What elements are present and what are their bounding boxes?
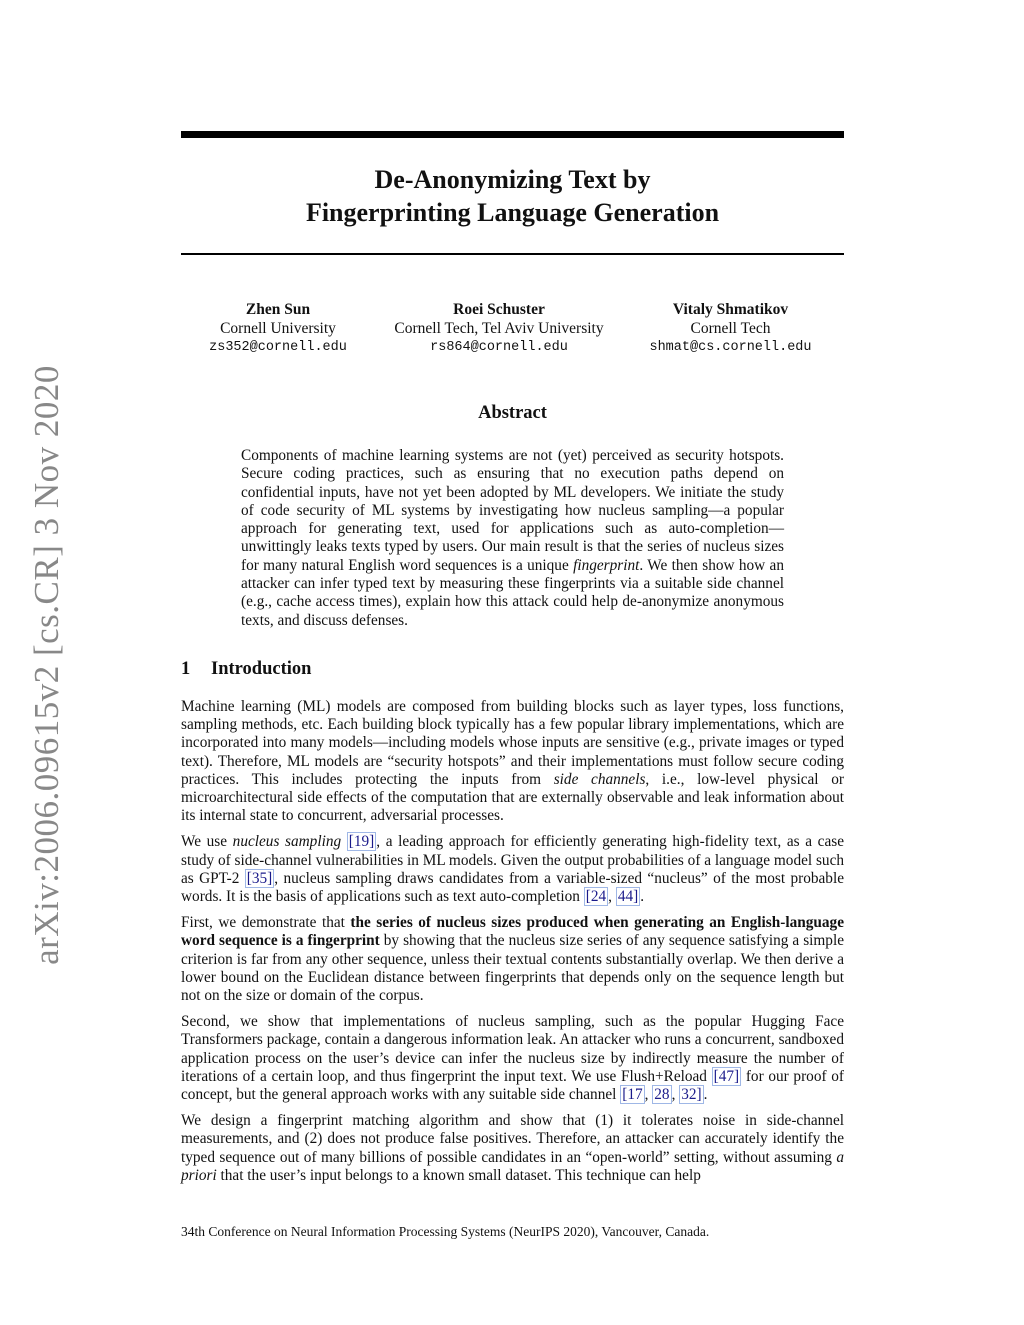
author-email: zs352@cornell.edu [209, 340, 347, 355]
abstract-text-part: Components of machine learning systems are not (yet) perceived as security hotspots. Secure coding practices, such as ensuring that no execution paths depend on confidential inputs, have not yet been adopted by ML developers. We initiate the study of code security of ML systems by investigating how nucleus sampling—a popular approach for generating text, used for applications such as auto-completion—unwittingly leaks texts typed by users. Our main result is that the series of nucleus sizes for many natural English word sequences is a unique [241, 447, 784, 574]
paragraph-text: We use [181, 833, 233, 851]
paragraph-text: , nucleus sampling draws candidates from a variable-sized “nucleus” of the most probable words. It is the basis of applications such as text auto-completion [181, 869, 844, 906]
author-name: Vitaly Shmatikov [672, 301, 789, 318]
citation-separator: , [644, 1086, 653, 1104]
section-title: Introduction [211, 659, 312, 679]
citation-link[interactable]: [24 [585, 888, 607, 906]
abstract-text-part: . We then show how an attacker can infer typed text by measuring these fingerprints via a suitable side channel (e.g., cache access times), explain how this attack could help de-anonymize anonymous texts, and discuss defenses. [241, 556, 784, 629]
title-line-2: Fingerprinting Language Generation [305, 198, 720, 227]
author-affiliation: Cornell University [220, 320, 336, 337]
paragraph-bold: the series of nucleus sizes produced when generating an English-language word sequence is a fingerprint [181, 914, 844, 950]
paragraph-text: for our proof of concept, but the general approach works with any suitable side channel [181, 1067, 844, 1104]
author-affiliation: Cornell Tech [690, 320, 771, 337]
conference-footnote: 34th Conference on Neural Information Processing Systems (NeurIPS 2020), Vancouver, Canada. [181, 1224, 710, 1239]
paragraph-4 [181, 1013, 844, 1104]
section-body [181, 698, 844, 1193]
title-rule-top [181, 131, 844, 138]
title-rule-bottom [181, 253, 844, 255]
paragraph-text: First, we demonstrate that [181, 914, 351, 932]
citation-link[interactable]: [19] [348, 833, 375, 851]
paragraph-italic: side channels [553, 770, 646, 788]
paragraph-text: that the user’s input belongs to a known small dataset. This technique can help [216, 1166, 701, 1184]
arxiv-stamp: arXiv:2006.09615v2 [cs.CR] 3 Nov 2020 [27, 365, 66, 965]
abstract-italic: fingerprint [573, 556, 640, 574]
author-3 [617, 300, 844, 357]
author-email: shmat@cs.cornell.edu [649, 340, 812, 355]
citation-link[interactable]: [35] [246, 869, 273, 887]
author-name: Roei Schuster [453, 301, 545, 318]
citation-separator: , [671, 1086, 680, 1104]
paragraph-3 [181, 914, 844, 1005]
paragraph-text: We design a fingerprint matching algorithm and show that (1) it tolerates noise in side-channel measurements, and (2) does not produce false positives. Therefore, an attacker can accurately identify the typed sequence out of many billions of possible candidates in an “open-world” setting, without assuming [181, 1112, 844, 1166]
author-1 [178, 300, 378, 357]
paragraph-5 [181, 1112, 844, 1185]
author-email: rs864@cornell.edu [430, 340, 568, 355]
paragraph-text: , a leading approach for efficiently generating high-fidelity text, as a case study of side-channel vulnerabilities in ML models. Given the output probabilities of a language model such as GPT-2 [181, 833, 845, 887]
abstract-heading: Abstract [478, 403, 547, 423]
paragraph-text: . [640, 888, 645, 906]
author-name: Zhen Sun [245, 301, 311, 318]
section-heading [181, 659, 311, 680]
paper-title [181, 163, 844, 229]
citation-link[interactable]: 28 [654, 1086, 670, 1104]
citation-link[interactable]: 32] [681, 1086, 702, 1104]
citation-link[interactable]: 44] [617, 888, 639, 906]
citation-link[interactable]: [17 [622, 1086, 643, 1104]
author-affiliation: Cornell Tech, Tel Aviv University [394, 320, 604, 337]
citation-separator: , [608, 888, 616, 906]
paragraph-text: Second, we show that implementations of nucleus sampling, such as the popular Hugging Face Transformers package, contain a dangerous information leak. An attacker who runs a concurrent, sandboxed application process on the user’s device can infer the nucleus size by indirectly measure the number of iterations of a certain loop, and thus fingerprint the input text. We use Flush+Reload [181, 1013, 844, 1085]
paragraph-text: . [703, 1086, 708, 1104]
title-line-1: De-Anonymizing Text by [374, 165, 651, 194]
abstract-text [241, 447, 784, 630]
paragraph-text: , i.e., low-level physical or microarchitectural side effects of the computation that are externally observable and leak information about its internal state to concurrent, adversarial processes. [181, 770, 844, 825]
paragraph-text: Machine learning (ML) models are composed from building blocks such as layer types, loss functions, sampling methods, etc. Each building block typically has a few popular library implementations, which are incorporated into many models—including models whose inputs are sensitive (e.g., private images or typed text). Therefore, ML models are “security hotspots” and their implementations must follow secure coding practices. This includes protecting the inputs from [181, 698, 844, 788]
citation-link[interactable]: [47] [713, 1067, 740, 1085]
paragraph-2 [181, 833, 844, 906]
paragraph-text: by showing that the nucleus size series of any sequence satisfying a simple criterion is far from any other sequence, unless their textual contents substantially overlap. We then derive a lower bound on the Euclidean distance between fingerprints that depends only on the sequence length but not on the size or domain of the corpus. [181, 932, 844, 1005]
paragraph-1 [181, 698, 844, 825]
paragraph-italic: nucleus sampling [232, 833, 342, 851]
author-2 [381, 300, 617, 357]
paragraph-italic: a priori [181, 1148, 844, 1184]
section-number: 1 [181, 659, 191, 679]
